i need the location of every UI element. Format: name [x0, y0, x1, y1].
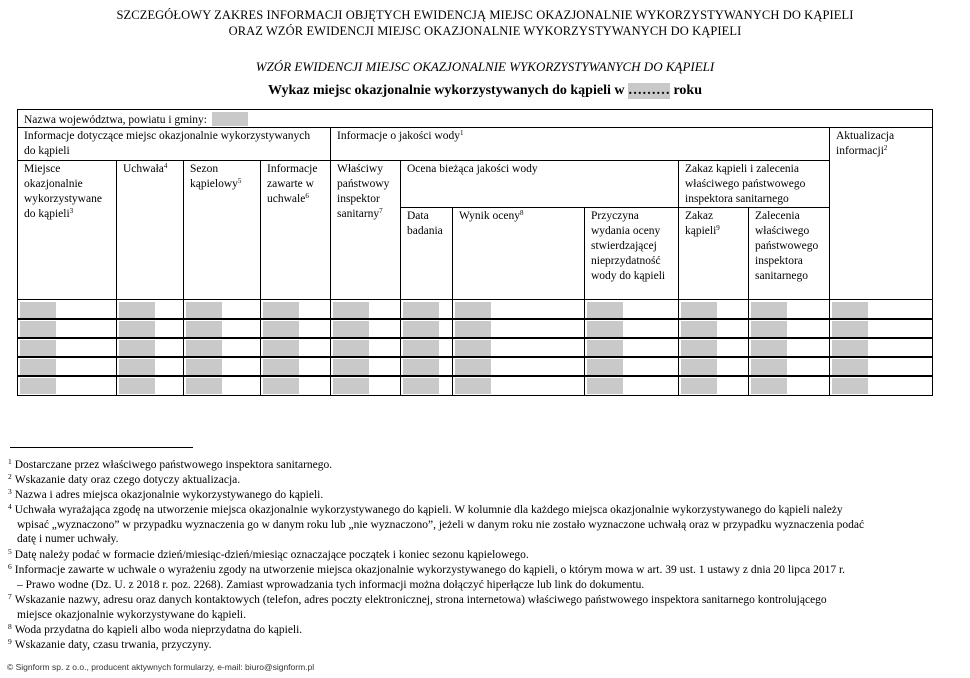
table-cell-resolution-info	[260, 337, 331, 358]
input-field[interactable]	[832, 340, 868, 356]
footnote-text: Wskazanie nazwy, adresu oraz danych kontaktowych (telefon, adres poczty elektronicznej, strona internetowa) właściwego państwowego inspektora sanitarnego kontrolującego	[14, 594, 827, 606]
col-recommend	[748, 207, 830, 300]
input-field[interactable]	[186, 378, 222, 394]
col-date	[400, 207, 453, 300]
input-field[interactable]	[20, 340, 56, 356]
footnote-number: 9	[8, 637, 12, 646]
input-field[interactable]	[587, 340, 623, 356]
input-field[interactable]	[403, 340, 439, 356]
group-place-info	[17, 127, 331, 161]
footnote-number: 6	[8, 562, 12, 571]
region-row	[17, 109, 933, 128]
footnote-text: Woda przydatna do kąpieli albo woda nieprzydatna do kąpieli.	[14, 624, 303, 636]
input-field[interactable]	[587, 378, 623, 394]
table-cell-resolution-info	[260, 375, 331, 396]
table-cell-resolution-info	[260, 299, 331, 320]
footnote-text: Wskazanie daty, czasu trwania, przyczyny.	[14, 639, 212, 651]
table-cell-resolution	[116, 318, 184, 339]
input-field[interactable]	[832, 378, 868, 394]
input-field[interactable]	[455, 340, 491, 356]
input-field[interactable]	[20, 302, 56, 318]
table-cell-place	[17, 337, 117, 358]
table-cell-recommend	[748, 299, 830, 320]
input-field[interactable]	[587, 302, 623, 318]
group-ban	[678, 160, 830, 208]
input-field[interactable]	[751, 321, 787, 337]
footnote-text: Nazwa i adres miejsca okazjonalnie wykorzystywanego do kąpieli.	[14, 489, 324, 501]
footnote-text: Uchwała wyrażająca zgodę na utworzenie miejsca okazjonalnie wykorzystywanego do kąpieli. W kolumnie dla każdego miejsca okazjonalnie wykorzystywanego do kąpieli należy	[14, 504, 843, 516]
footnote-6	[8, 560, 968, 592]
group-assessment	[400, 160, 679, 208]
region-label: Nazwa województwa, powiatu i gminy:	[24, 114, 207, 126]
footnote-ref-3: 3	[69, 207, 74, 215]
input-field[interactable]	[186, 359, 222, 375]
input-field[interactable]	[263, 302, 299, 318]
input-field[interactable]	[751, 378, 787, 394]
input-field[interactable]	[119, 340, 155, 356]
footnote-ref-1: 1	[459, 129, 464, 137]
table-cell-resolution	[116, 337, 184, 358]
input-field[interactable]	[832, 321, 868, 337]
footnote-9	[8, 635, 968, 653]
footnote-text: wpisać „wyznaczono” w przypadku wyznaczenia go w danym roku lub „nie wyznaczono”, jeżeli w danym roku nie zostało wyznaczone uchwałą oraz w przypadku wyznaczenia podać	[17, 518, 865, 531]
input-field[interactable]	[333, 321, 369, 337]
footnote-ref-8: 8	[519, 209, 524, 217]
input-field[interactable]	[681, 321, 717, 337]
footnote-number: 2	[8, 472, 12, 481]
input-field[interactable]	[455, 302, 491, 318]
input-field[interactable]	[832, 359, 868, 375]
table-cell-result	[452, 356, 585, 377]
table-cell-date	[400, 299, 453, 320]
col-reason-label: Przyczyna wydania oceny stwierdzającej nieprzydatność wody do kąpieli	[591, 210, 666, 282]
update-header	[829, 127, 933, 300]
table-cell-season	[183, 375, 261, 396]
input-field[interactable]	[455, 378, 491, 394]
input-field[interactable]	[333, 340, 369, 356]
footnote-separator	[10, 447, 193, 448]
table-cell-recommend	[748, 356, 830, 377]
footnote-text: – Prawo wodne (Dz. U. z 2018 r. poz. 2268). Zamiast wprowadzania tych informacji można dołączyć hiperłącze lub link do dokumentu.	[17, 578, 645, 591]
table-cell-date	[400, 318, 453, 339]
table-cell-reason	[584, 356, 679, 377]
col-ban-label: Zakaz kąpieli	[685, 210, 717, 237]
col-inspector	[330, 160, 401, 300]
group-assessment-label: Ocena bieżąca jakości wody	[407, 163, 538, 175]
input-field[interactable]	[263, 340, 299, 356]
input-field[interactable]	[119, 359, 155, 375]
table-cell-season	[183, 299, 261, 320]
table-cell-update	[829, 375, 933, 396]
table-cell-place	[17, 318, 117, 339]
group-water-quality	[330, 127, 830, 161]
table-cell-result	[452, 375, 585, 396]
input-field[interactable]	[403, 378, 439, 394]
table-cell-place	[17, 375, 117, 396]
table-cell-place	[17, 299, 117, 320]
table-cell-ban	[678, 299, 749, 320]
table-cell-season	[183, 318, 261, 339]
footnote-number: 3	[8, 487, 12, 496]
input-field[interactable]	[455, 321, 491, 337]
input-field[interactable]	[333, 378, 369, 394]
table-cell-reason	[584, 337, 679, 358]
input-field[interactable]	[119, 378, 155, 394]
input-field[interactable]	[681, 302, 717, 318]
input-field[interactable]	[455, 359, 491, 375]
table-cell-ban	[678, 375, 749, 396]
col-date-label: Data badania	[407, 210, 443, 237]
table-cell-resolution-info	[260, 318, 331, 339]
table-cell-date	[400, 356, 453, 377]
table-cell-resolution-info	[260, 356, 331, 377]
input-field[interactable]	[403, 302, 439, 318]
table-cell-update	[829, 318, 933, 339]
footnote-text: Datę należy podać w formacie dzień/miesiąc-dzień/miesiąc oznaczające początek i koniec sezonu kąpielowego.	[14, 549, 529, 561]
register-table	[17, 109, 933, 397]
col-result-label: Wynik oceny	[459, 210, 520, 222]
table-cell-date	[400, 337, 453, 358]
footnote-number: 1	[8, 457, 12, 466]
table-cell-resolution	[116, 375, 184, 396]
table-cell-recommend	[748, 337, 830, 358]
col-result	[452, 207, 585, 300]
table-cell-reason	[584, 375, 679, 396]
input-field[interactable]	[333, 302, 369, 318]
footnote-number: 8	[8, 622, 12, 631]
table-cell-season	[183, 356, 261, 377]
table-cell-inspector	[330, 356, 401, 377]
table-cell-inspector	[330, 318, 401, 339]
footnote-number: 4	[8, 502, 12, 511]
table-cell-inspector	[330, 299, 401, 320]
footnote-ref-6: 6	[305, 192, 309, 200]
col-place-label: Miejsce okazjonalnie wykorzystywane do kąpieli	[24, 163, 102, 220]
header-line-1: SZCZEGÓŁOWY ZAKRES INFORMACJI OBJĘTYCH EWIDENCJĄ MIEJSC OKAZJONALNIE WYKORZYSTYWANYCH DO KĄPIELI	[116, 8, 854, 22]
footnote-text: Wskazanie daty oraz czego dotyczy aktualizacja.	[14, 474, 241, 486]
input-field[interactable]	[587, 359, 623, 375]
col-season	[183, 160, 261, 300]
input-field[interactable]	[263, 321, 299, 337]
input-field[interactable]	[751, 340, 787, 356]
update-header-label: Aktualizacja informacji	[836, 130, 895, 157]
col-recommend-label: Zalecenia właściwego państwowego inspektora sanitarnego	[755, 210, 819, 282]
year-field[interactable]: ………	[627, 83, 670, 98]
footnote-text: Dostarczane przez właściwego państwowego inspektora sanitarnego.	[14, 459, 333, 471]
col-reason	[584, 207, 679, 300]
table-cell-ban	[678, 318, 749, 339]
col-resolution-label: Uchwała	[123, 163, 164, 175]
footnote-text: miejsce okazjonalnie wykorzystywane do kąpieli.	[17, 608, 246, 621]
table-cell-inspector	[330, 337, 401, 358]
title-year-suffix: roku	[673, 83, 703, 98]
table-cell-result	[452, 337, 585, 358]
input-field[interactable]	[403, 359, 439, 375]
header-line-2: ORAZ WZÓR EWIDENCJI MIEJSC OKAZJONALNIE WYKORZYSTYWANYCH DO KĄPIELI	[228, 24, 742, 38]
table-cell-reason	[584, 318, 679, 339]
input-field[interactable]	[20, 321, 56, 337]
input-field[interactable]	[186, 302, 222, 318]
input-field[interactable]	[186, 321, 222, 337]
input-field[interactable]	[119, 302, 155, 318]
form-title	[0, 83, 970, 99]
table-cell-resolution	[116, 356, 184, 377]
footnote-text: datę i numer uchwały.	[17, 533, 119, 545]
table-cell-season	[183, 337, 261, 358]
col-resolution-info	[260, 160, 331, 300]
table-cell-recommend	[748, 318, 830, 339]
title-text: Wykaz miejsc okazjonalnie wykorzystywanych do kąpieli w	[267, 83, 625, 98]
input-field[interactable]	[263, 378, 299, 394]
table-cell-update	[829, 356, 933, 377]
input-field[interactable]	[403, 321, 439, 337]
input-field[interactable]	[681, 378, 717, 394]
table-cell-update	[829, 337, 933, 358]
footnote-ref-4: 4	[163, 162, 168, 170]
col-resolution	[116, 160, 184, 300]
table-cell-inspector	[330, 375, 401, 396]
table-cell-ban	[678, 356, 749, 377]
table-cell-reason	[584, 299, 679, 320]
document-header	[0, 7, 970, 39]
footnote-number: 5	[8, 547, 12, 556]
footnote-ref-2: 2	[883, 144, 888, 152]
input-field[interactable]	[263, 359, 299, 375]
col-ban	[678, 207, 749, 300]
input-field[interactable]	[832, 302, 868, 318]
footnote-7	[8, 590, 968, 622]
table-cell-update	[829, 299, 933, 320]
group-ban-label: Zakaz kąpieli i zalecenia właściwego państwowego inspektora sanitarnego	[685, 163, 806, 205]
input-field[interactable]	[681, 359, 717, 375]
group-place-info-label: Informacje dotyczące miejsc okazjonalnie wykorzystywanych do kąpieli	[24, 130, 311, 157]
table-cell-recommend	[748, 375, 830, 396]
input-field[interactable]	[681, 340, 717, 356]
input-field[interactable]	[20, 359, 56, 375]
footnote-4	[8, 500, 968, 547]
region-field[interactable]	[212, 112, 248, 126]
footnote-text: Informacje zawarte w uchwale o wyrażeniu zgody na utworzenie miejsca okazjonalnie wykorzystywanego do kąpieli, o którym mowa w art. 39 ust. 1 ustawy z dnia 20 lipca 2017 r.	[14, 564, 846, 576]
input-field[interactable]	[119, 321, 155, 337]
table-cell-result	[452, 318, 585, 339]
col-place	[17, 160, 117, 300]
input-field[interactable]	[587, 321, 623, 337]
table-cell-place	[17, 356, 117, 377]
table-cell-ban	[678, 337, 749, 358]
publisher-footer: © Signform sp. z o.o., producent aktywnych formularzy, e-mail: biuro@signform.pl	[7, 662, 315, 672]
input-field[interactable]	[20, 378, 56, 394]
col-resolution-info-label: Informacje zawarte w uchwale	[267, 163, 318, 205]
footnote-ref-5: 5	[237, 177, 242, 185]
table-cell-resolution	[116, 299, 184, 320]
col-season-label: Sezon kąpielowy	[190, 163, 238, 190]
table-cell-date	[400, 375, 453, 396]
table-cell-result	[452, 299, 585, 320]
footnote-ref-7: 7	[379, 207, 383, 215]
form-subtitle: WZÓR EWIDENCJI MIEJSC OKAZJONALNIE WYKORZYSTYWANYCH DO KĄPIELI	[255, 59, 715, 74]
input-field[interactable]	[751, 302, 787, 318]
input-field[interactable]	[333, 359, 369, 375]
input-field[interactable]	[186, 340, 222, 356]
footnote-number: 7	[8, 592, 12, 601]
input-field[interactable]	[751, 359, 787, 375]
group-water-quality-label: Informacje o jakości wody	[337, 130, 460, 142]
col-inspector-label: Właściwy państwowy inspektor sanitarny	[337, 163, 390, 220]
footnote-ref-9: 9	[716, 224, 720, 232]
